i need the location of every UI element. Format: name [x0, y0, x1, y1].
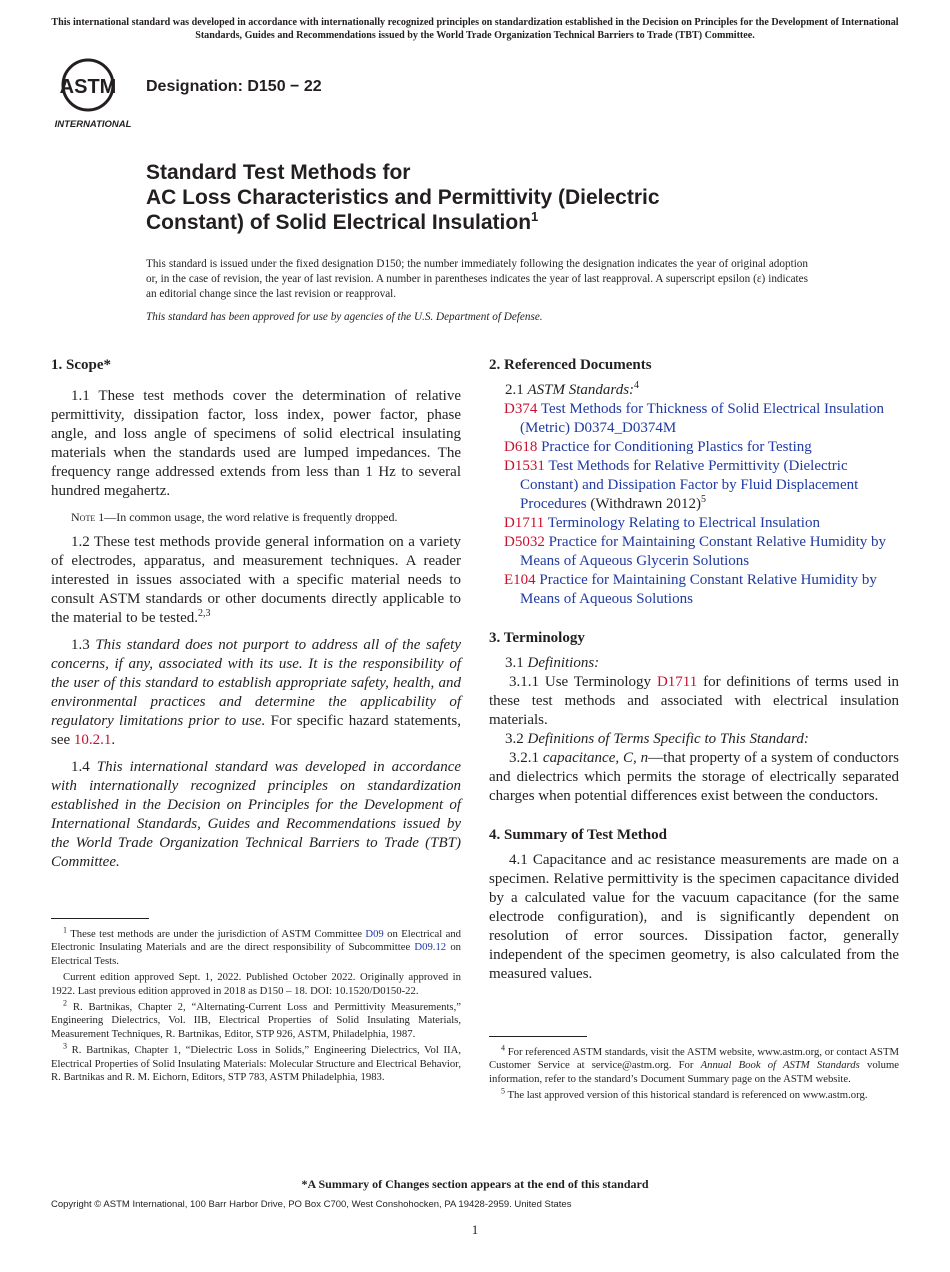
para-3-2: 3.2 Definitions of Terms Specific to This Standard:	[505, 731, 809, 747]
ref-item[interactable]: D374 Test Methods for Thickness of Solid Electrical Insulation (Metric) D0374_D0374M	[504, 401, 885, 436]
referenced-documents-heading: 2. Referenced Documents	[489, 357, 652, 373]
ref-item[interactable]: D618 Practice for Conditioning Plastics for Testing	[504, 439, 812, 455]
link-10-2-1[interactable]: 10.2.1	[73, 732, 112, 748]
right-column	[489, 356, 899, 992]
para-1-2: 1.2 These test methods provide general information on a variety of electrodes, apparatus, and measurement techniques. A reader interested in issues associated with a specific material needs to consult ASTM standards or other documents directly applicable to the material to be tested.$^{2,3}$	[51, 534, 461, 626]
note-1: Note 1—In common usage, the word relative is frequently dropped.	[71, 510, 398, 524]
logo-caption: INTERNATIONAL	[54, 119, 132, 130]
summary-of-changes-note: *A Summary of Changes section appears at the end of this standard	[301, 1177, 649, 1191]
para-1-3: 1.3 This standard does not purport to address all of the safety concerns, if any, associated with its use. It is the responsibility of the user of this standard to establish appropriate safety, health, and environmental practices and determine the applicability of regulatory limitations prior to use. For specific hazard statements, see 10.2.1.	[51, 637, 462, 748]
document-title: Standard Test Methods for AC Loss Characteristics and Permittivity (Dielectric Constant) of Solid Electrical Insulation$^1$	[146, 161, 660, 234]
referenced-list	[489, 381, 899, 609]
left-column	[51, 356, 461, 880]
terminology-heading: 3. Terminology	[489, 630, 585, 646]
para-1-4: 1.4 This international standard was developed in accordance with internationally recognized principles on standardization established in the Decision on Principles for the Development of International Standards, Guides and Recommendations issued by the World Trade Organization Technical Barriers to Trade (TBT) Committee.	[51, 759, 462, 870]
footnote-2: $^2$ R. Bartnikas, Chapter 2, “Alternating-Current Loss and Permittivity Measurements,” Engineering Dielectrics, Vol. IIB, Electrical Properties of Solid Insulating Materials, Measurement Techniques, R. Bartnikas, Editor, STP 926, ASTM, Philadelphia, 1987.	[51, 998, 462, 1040]
link-d1711[interactable]: D1711	[656, 674, 698, 690]
footnote-3: $^3$ R. Bartnikas, Chapter 1, “Dielectric Loss in Solids,” Engineering Dielectrics, Vol IIA, Electrical Properties of Solid Insulating Materials: Molecular Structure and Electrical Behavior, R. Bartnikas and R. M. Eichorn, Editors, STP 783, ASTM Philadelphia, 1983.	[51, 1041, 461, 1084]
link-d09-12[interactable]: D09.12	[414, 941, 447, 954]
footnote-1-edition: Current edition approved Sept. 1, 2022. Published October 2022. Originally approved in 1922. Last previous edition approved in 2018 as D150 – 18. DOI: 10.1520/D0150-22.	[51, 971, 461, 997]
para-3-2-1: 3.2.1 capacitance, C, n—that property of a system of conductors and dielectrics which permits the storage of electrically separated charges when potential differences exist between the conductors.	[489, 750, 899, 804]
link-d09[interactable]: D09	[365, 928, 384, 940]
para-1-1: 1.1 These test methods cover the determination of relative permittivity, dissipation factor, loss index, power factor, phase angle, and loss angle of specimens of solid electrical insulating materials when the standards used are lumped impedances. The frequency range addressed extends from less than 1 Hz to several hundred megahertz.	[51, 388, 461, 499]
para-3-1-1: 3.1.1 Use Terminology D1711 for definitions of terms used in these test methods and associated with electrical insulation materials.	[489, 674, 900, 728]
footnote-4: $^4$ For referenced ASTM standards, visit the ASTM website, www.astm.org, or contact ASTM Customer Service at service@astm.org. For Annual Book of ASTM Standards volume information, refer to the standard’s Document Summary page on the ASTM website.	[489, 1043, 900, 1085]
page-number: 1	[471, 1222, 479, 1237]
logo-letters: ASTM	[59, 76, 117, 98]
right-footnotes	[489, 1036, 899, 1106]
copyright: Copyright © ASTM International, 100 Barr Harbor Drive, PO Box C700, West Conshohocken, PA 19428-2959. United States	[51, 1199, 572, 1210]
para-4-1: 4.1 Capacitance and ac resistance measurements are made on a specimen. Relative permittivity is the specimen capacitance divided by a calculated value for the vacuum capacitance (for the same electrode configuration), and is significantly dependent on resolution of error sources. Dissipation factor, generally independent of the specimen geometry, is also calculated from the measured values.	[489, 852, 899, 982]
ref-item[interactable]: D1531 Test Methods for Relative Permittivity (Dielectric Constant) and Dissipation Factor by Fluid Displacement Procedures (Withdrawn 2012)$^5$	[504, 458, 859, 512]
left-footnotes	[51, 918, 461, 1087]
para-3-1: 3.1 Definitions:	[505, 655, 600, 671]
footnote-5: $^5$ The last approved version of this historical standard is referenced on www.astm.org.	[501, 1086, 868, 1102]
astm-logo	[52, 57, 134, 131]
header-note: This international standard was developed in accordance with internationally recognized principles on standardization established in the Decision on Principles for the Development of International Standards, Guides and Recommendations issued by the World Trade Organization Technical Barriers to Trade (TBT) Committee.	[51, 17, 899, 41]
ref-item[interactable]: E104 Practice for Maintaining Constant Relative Humidity by Means of Aqueous Solutions	[504, 572, 877, 607]
ref-item[interactable]: D1711 Terminology Relating to Electrical Insulation	[504, 515, 820, 531]
designation: Designation: D150 − 22	[146, 78, 322, 95]
astm-standards-label: 2.1 ASTM Standards:$^4$	[505, 380, 640, 398]
scope-heading: 1. Scope*	[51, 357, 111, 373]
dod-approval-note: This standard has been approved for use by agencies of the U.S. Department of Defense.	[146, 311, 543, 323]
ref-item[interactable]: D5032 Practice for Maintaining Constant Relative Humidity by Means of Aqueous Glycerin Solutions	[504, 534, 887, 569]
footnote-1: $^1$ These test methods are under the jurisdiction of ASTM Committee D09 on Electrical and Electronic Insulating Materials and are the direct responsibility of Subcommittee D09.12 on Electrical Tests.	[51, 925, 462, 967]
title-footnote-mark: 1	[531, 209, 539, 224]
intro-paragraph: This standard is issued under the fixed designation D150; the number immediately following the designation indicates the year of original adoption or, in the case of revision, the year of last revision. A number in parentheses indicates the year of last reapproval. A superscript epsilon (ε) indicates an editorial change since the last revision or reapproval.	[146, 258, 808, 300]
summary-heading: 4. Summary of Test Method	[489, 827, 667, 843]
